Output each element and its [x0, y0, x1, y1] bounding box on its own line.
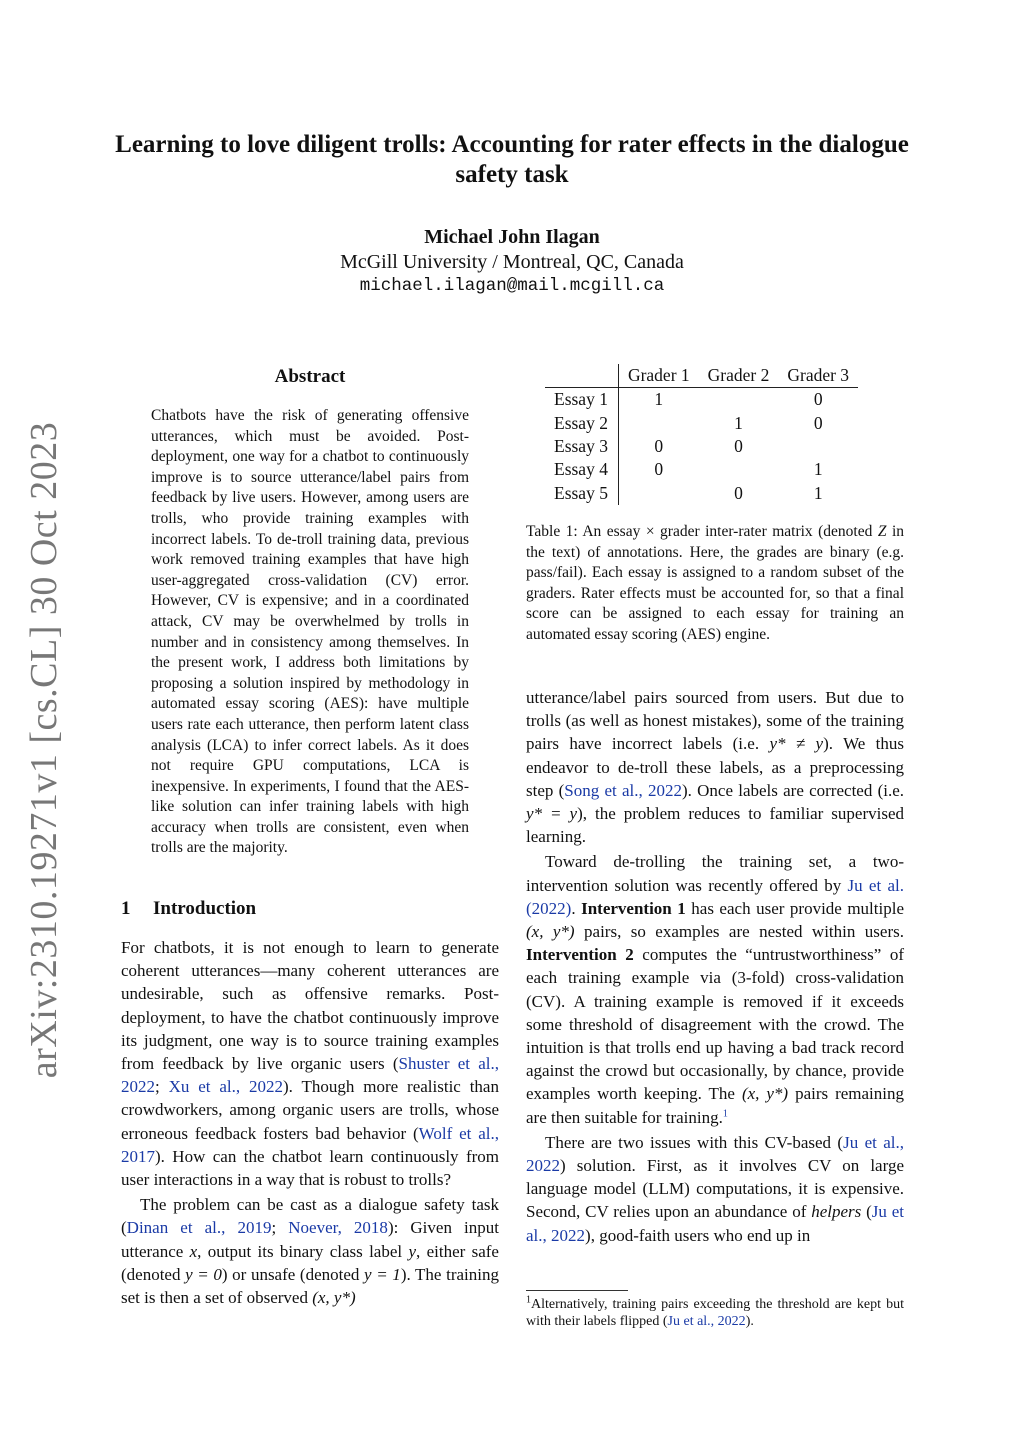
citation-link[interactable]: Shuster et al., 2022: [121, 1054, 499, 1097]
table-header-row: [545, 364, 858, 388]
row-label: Essay 4: [545, 458, 618, 481]
paragraph: [526, 686, 904, 848]
math-var: Z: [877, 523, 887, 540]
table-cell: 1: [813, 459, 823, 480]
text-run: (: [861, 1202, 872, 1222]
paragraph: [121, 936, 499, 1191]
paper-title: Learning to love diligent trolls: Accounting for rater effects in the dialogue safety task: [115, 131, 909, 188]
citation-link[interactable]: Dinan et al., 2019: [126, 1218, 272, 1238]
citation-link[interactable]: Ju et al. (2022): [526, 875, 904, 918]
text-run: ), the problem reduces to familiar supervised learning.: [526, 804, 905, 847]
footnote-number: 1: [526, 1294, 531, 1306]
text-run: computes the “untrustworthiness” of each training example via (3-fold) cross-validation (CV). A training example is removed if it exceeds some threshold of disagreement with the crowd. The intuition is that trolls end up having a bad track record against the crowd but occasionally, by chance, provide examples worth keeping. The: [526, 945, 904, 1104]
arxiv-stamp: arXiv:2310.19271v1 [cs.CL] 30 Oct 2023: [23, 421, 65, 1079]
table-cell: 0: [734, 436, 743, 457]
text-run: ) or unsafe (denoted: [221, 1264, 365, 1284]
table-cell: 1: [654, 389, 664, 410]
citation-link[interactable]: Ju et al., 2022: [526, 1202, 904, 1245]
table-cell: [699, 458, 779, 481]
right-column-body: [526, 686, 904, 1247]
paragraph: [526, 850, 904, 1128]
row-label: Essay 5: [545, 481, 618, 504]
text-run: There are two issues with this CV-based (: [545, 1132, 844, 1152]
math-var: x: [189, 1241, 198, 1261]
left-column-body: [121, 936, 499, 1309]
table-row: [545, 435, 858, 458]
paragraph: [526, 1131, 904, 1247]
text-run: ): Given input utterance: [121, 1218, 499, 1261]
table-row: [545, 388, 858, 412]
citation-link[interactable]: Wolf et al., 2017: [121, 1123, 499, 1166]
bold-term: Intervention 1: [581, 898, 686, 918]
text-run: ). We thus endeavor to de-troll these labels, as a preprocessing step (: [526, 734, 905, 800]
table-cell: 0: [813, 412, 823, 433]
text-run: pairs remaining are then suitable for training.: [526, 1084, 905, 1127]
bold-term: Intervention 2: [526, 945, 634, 965]
math-expr: (x, y*): [312, 1288, 356, 1308]
text-run: ). How can the chatbot learn continuously from user interactions in a way that is robust to trolls?: [121, 1146, 499, 1190]
math-expr: y* ≠ y: [769, 734, 824, 754]
table-caption: [526, 522, 904, 646]
math-expr: y = 1: [364, 1264, 401, 1284]
paragraph: [121, 1193, 499, 1309]
table-cell: [618, 481, 698, 504]
math-expr: (x, y*): [526, 922, 575, 942]
text-run: ). The training set is then a set of observed: [121, 1264, 499, 1308]
table-cell: 0: [654, 436, 664, 457]
footnote-marker[interactable]: 1: [722, 1108, 728, 1119]
table-row: [545, 481, 858, 504]
text-run: pairs, so examples are nested within users.: [574, 922, 904, 942]
citation-link[interactable]: Song et al., 2022: [564, 780, 682, 800]
section-title: Introduction: [153, 898, 257, 919]
footnote: [526, 1296, 904, 1330]
row-label: Essay 3: [545, 435, 618, 458]
table-cell: 0: [654, 459, 664, 480]
text-run: ;: [155, 1077, 169, 1097]
text-run: Alternatively, training pairs exceeding the threshold are kept but with their labels flipped (: [526, 1297, 904, 1329]
row-label: Essay 1: [545, 388, 618, 412]
text-run: utterance/label pairs sourced from users. But due to trolls (as well as honest mistakes), some of the training pairs have incorrect labels (i.e.: [526, 688, 904, 754]
text-run: For chatbots, it is not enough to learn to generate coherent utterances—many coherent utterances are undesirable, such as offensive remarks. Post-deployment, to have the chatbot continuously improve its judgment, one way is to source training examples from feedback by live organic users (: [121, 938, 499, 1074]
column-header: Grader 1: [618, 364, 698, 388]
table-cell: 1: [813, 482, 823, 503]
emphasis: helpers: [811, 1202, 862, 1222]
text-run: in the text) of annotations. Here, the grades are binary (e.g. pass/fail). Each essay is assigned to a random subset of the graders. Rater effects must be accounted for, so that a final score can be assigned to each essay for training an automated essay scoring (AES) engine.: [526, 523, 904, 643]
table-cell: [618, 412, 698, 435]
text-run: .: [571, 898, 582, 918]
footnote-divider: [526, 1290, 628, 1291]
citation-link[interactable]: Xu et al., 2022: [168, 1077, 284, 1097]
column-header: Grader 2: [699, 364, 779, 388]
section-heading: [121, 898, 256, 920]
abstract-heading: Abstract: [274, 366, 346, 387]
math-var: y: [408, 1241, 416, 1261]
table-cell: [778, 435, 858, 458]
math-expr: y* = y: [526, 804, 578, 824]
text-run: Table 1: An essay × grader inter-rater matrix (denoted: [526, 523, 878, 540]
text-run: Toward de-trolling the training set, a two-intervention solution was recently offered by: [526, 852, 904, 895]
text-run: ). Once labels are corrected (i.e.: [681, 780, 904, 800]
section-number: 1: [121, 898, 131, 919]
math-expr: y = 0: [185, 1264, 222, 1284]
author-email[interactable]: michael.ilagan@mail.mcgill.ca: [359, 276, 665, 296]
grader-matrix-table: [545, 364, 858, 505]
column-header: Grader 3: [778, 364, 858, 388]
text-run: , either safe (denoted: [121, 1241, 499, 1284]
table-cell: [699, 388, 779, 412]
table-cell: 0: [734, 482, 743, 503]
citation-link[interactable]: Noever, 2018: [288, 1218, 388, 1238]
text-run: ) solution. First, as it involves CV on large language model (LLM) computations, it is expensive. Second, CV relies upon an abundance of: [526, 1156, 904, 1222]
table-row: [545, 458, 858, 481]
citation-link[interactable]: Ju et al., 2022: [526, 1132, 905, 1176]
text-run: The problem can be cast as a dialogue safety task (: [121, 1195, 499, 1238]
math-expr: (x, y*): [741, 1084, 789, 1104]
text-run: ;: [271, 1218, 289, 1238]
text-run: , output its binary class label: [197, 1241, 409, 1261]
text-run: ). Though more realistic than crowdworkers, among organic users are trolls, whose erroneous feedback fosters bad behavior (: [121, 1077, 499, 1143]
citation-link[interactable]: Ju et al., 2022: [667, 1314, 746, 1329]
author-name: Michael John Ilagan: [424, 226, 600, 248]
table-cell: 0: [813, 389, 823, 410]
text-run: ), good-faith users who end up in: [585, 1225, 811, 1245]
row-label: Essay 2: [545, 412, 618, 435]
author-affiliation: McGill University / Montreal, QC, Canada: [340, 251, 684, 273]
table-corner: [545, 364, 618, 388]
text-run: ).: [745, 1314, 754, 1329]
table-row: [545, 412, 858, 435]
table-cell: 1: [734, 412, 743, 433]
text-run: has each user provide multiple: [685, 898, 904, 918]
abstract-body: Chatbots have the risk of generating offensive utterances, which must be avoided. Post-deployment, one way for a chatbot to continuously improve is to source utterance/label pairs from feedback by live users. However, among users are trolls, who provide training examples with incorrect labels. To de-troll training data, previous work removed training examples that have high user-aggregated cross-validation (CV) error. However, CV is expensive; and in a coordinated attack, CV may be overwhelmed by trolls in number and in consistency among themselves. In the present work, I address both limitations by proposing a solution inspired by methodology in automated essay scoring (AES): have multiple users rate each utterance, then perform latent class analysis (LCA) to infer correct labels. As it does not require GPU computations, LCA is inexpensive. In experiments, I found that the AES-like solution can infer training labels with high accuracy when trolls are consistent, even when trolls are the majority.: [151, 407, 469, 857]
